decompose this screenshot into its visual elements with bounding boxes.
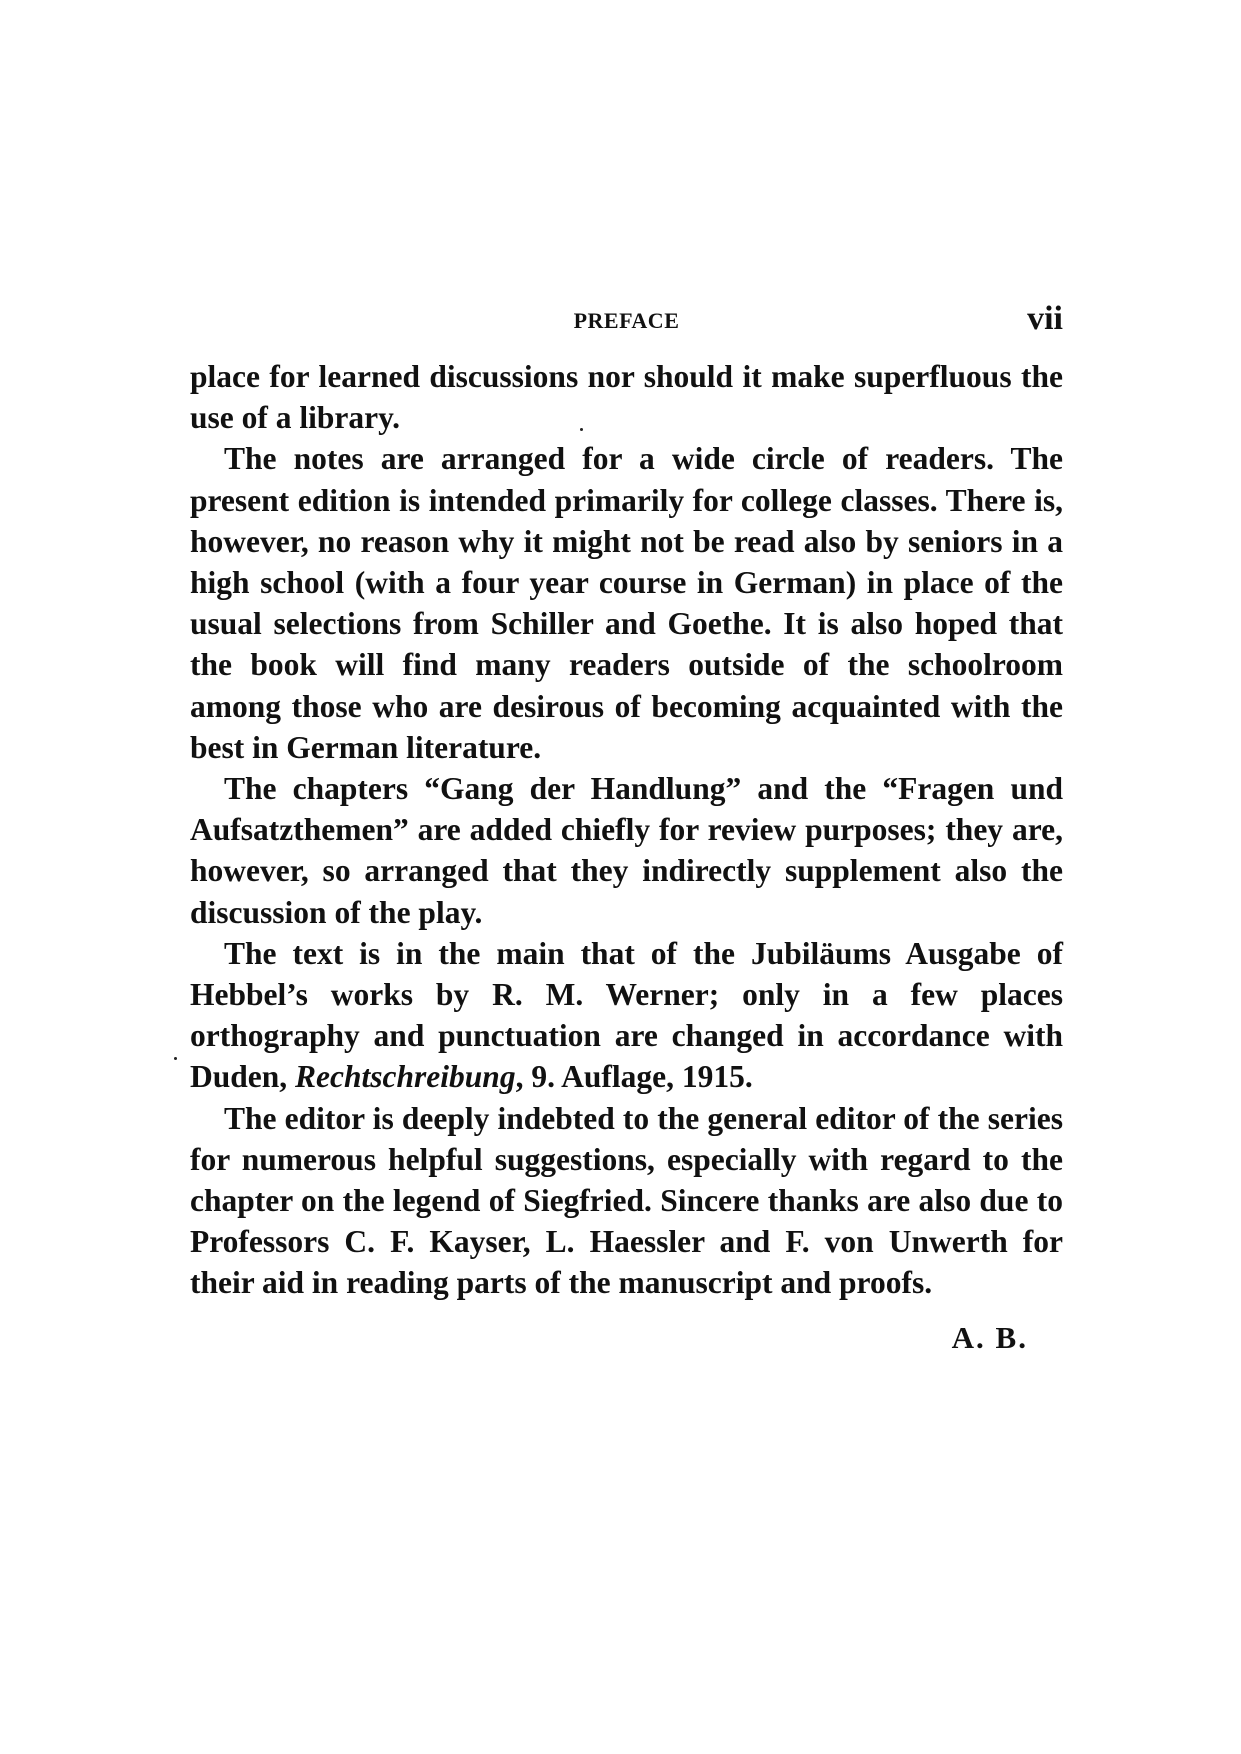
paragraph-continuation: place for learned discussions nor should it make superfluous the use of a library. [190,359,1063,436]
running-head [190,300,1063,340]
page-number: vii [1027,300,1063,337]
paragraph-readers: The notes are arranged for a wide circle of readers. The present edition is intended primarily for college classes. There is, however, no reason why it might not be read also by seniors in a high school (with a four year course in German) in place of the usual selections from Schiller and Goethe. It is also hoped that the book will find many readers outside of the schoolroom among those who are desirous of becoming acquainted with the best in German literature. [190,441,1063,765]
running-title: PREFACE [573,308,680,333]
paragraph-chapters: The chapters “Gang der Handlung” and the “Fragen und Aufsatzthemen” are added chiefly for review purposes; they are, however, so arranged that they indirectly supplement also the discussion of the play. [190,771,1063,930]
rechtschreibung-title: Rechtschreibung [295,1059,516,1095]
print-speck [174,1057,177,1060]
text-source-after: , 9. Auflage, 1915. [515,1059,753,1095]
paragraph-text-source [190,933,1063,1098]
signature-initials: A. B. [951,1320,1028,1355]
print-speck [580,428,583,431]
paragraph-acknowledgements: The editor is deeply indebted to the general editor of the series for numerous helpful suggestions, especially with regard to the chapter on the legend of Siegfried. Sincere thanks are also due to Professors C. F. Kayser, L. Haessler and F. von Unwerth for their aid in reading parts of the manuscript and proofs. [190,1100,1063,1301]
preface-body [190,356,1063,1304]
text-source-before: The text is in the main that of the Jubiläums Ausgabe of Hebbel’s works by R. M. Werner; only in a few places orthography and punctuation are changed in accordance with Duden, [190,935,1063,1095]
